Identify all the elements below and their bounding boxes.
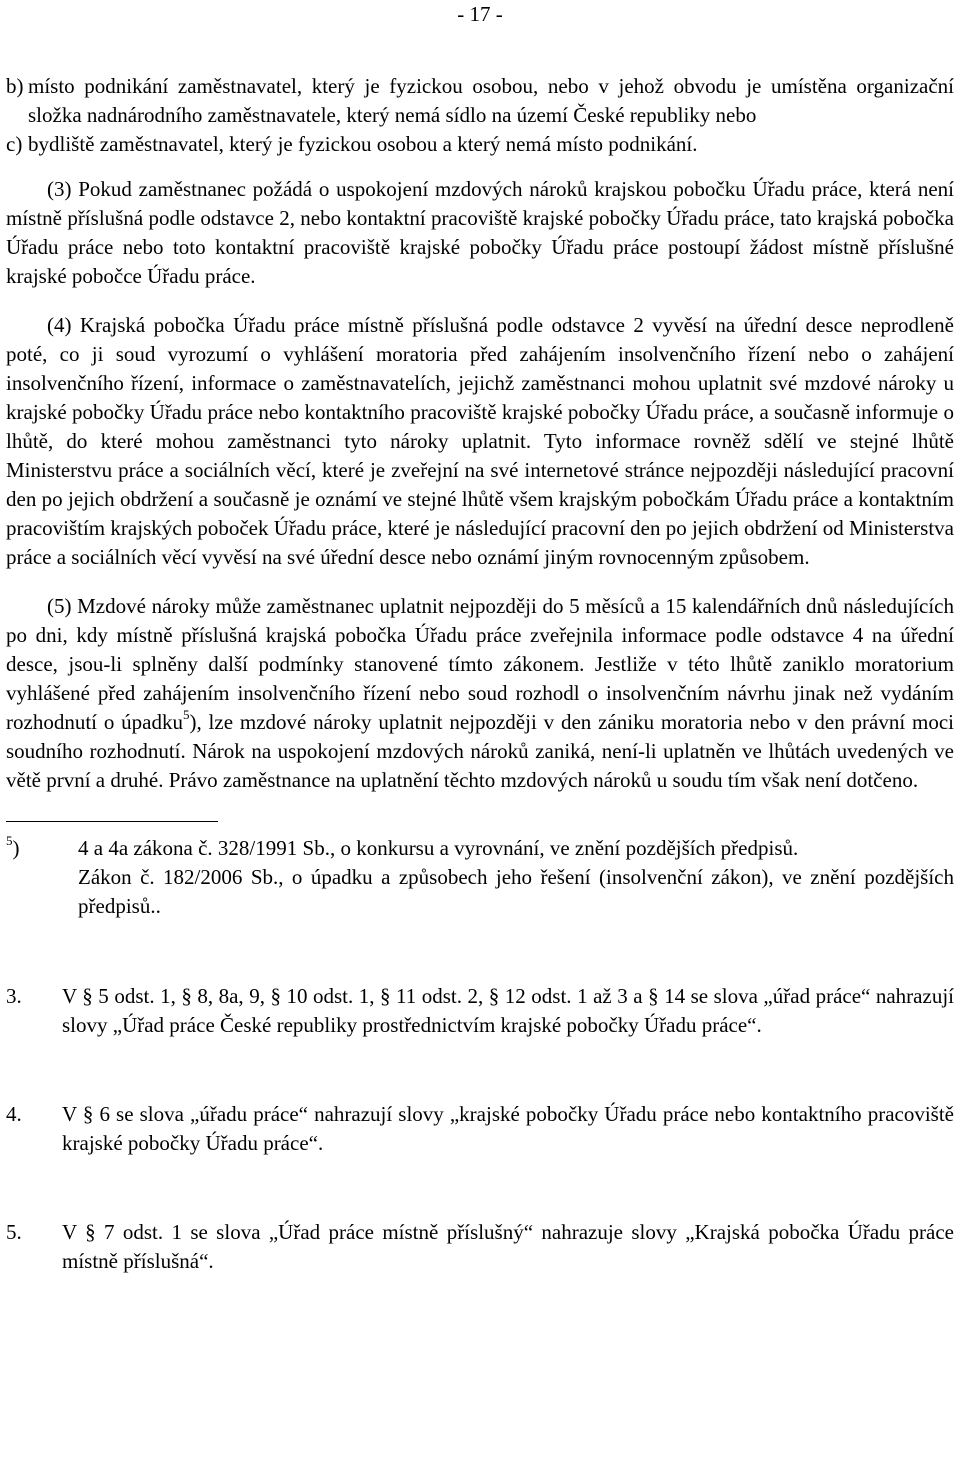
footnote-line: Zákon č. 182/2006 Sb., o úpadku a způsobech jeho řešení (insolvenční zákon), ve znění pozdějších předpisů.. — [78, 865, 954, 918]
item-mark: c) — [6, 132, 23, 156]
amendment-point — [6, 1218, 954, 1276]
item-text: bydliště zaměstnavatel, který je fyzickou osobou a který nemá místo podnikání. — [28, 132, 698, 156]
footnote-mark: $^5$) — [6, 833, 20, 860]
item-text: místo podnikání zaměstnavatel, který je fyzickou osobou, nebo v jehož obvodu je umístěna organizační složka nadnárodního zaměstnavatele, který nemá sídlo na území České republiky nebo — [28, 74, 954, 127]
point-text: V § 7 odst. 1 se slova „Úřad práce místně příslušný“ nahrazuje slovy „Krajská pobočka Úřadu práce místně příslušná“. — [62, 1220, 954, 1273]
point-number: 4. — [6, 1102, 22, 1126]
page-number: - 17 - — [457, 2, 503, 26]
footnote-separator — [6, 821, 218, 822]
point-text: V § 6 se slova „úřadu práce“ nahrazují slovy „krajské pobočky Úřadu práce nebo kontaktního pracoviště krajské pobočky Úřadu práce“. — [62, 1102, 954, 1155]
footnote-line: 4 a 4a zákona č. 328/1991 Sb., o konkursu a vyrovnání, ve znění pozdějších předpisů. — [78, 836, 799, 860]
footnote — [6, 834, 954, 921]
list-item — [6, 72, 954, 130]
document-body — [6, 72, 954, 1276]
paragraph-5-text-b: ), lze mzdové nároky uplatnit nejpozději v den zániku moratoria nebo v den právní moci soudního rozhodnutí. Nárok na uspokojení mzdových nároků zaniká, není-li uplatněn ve lhůtách uvedených ve větě první a druhé. Právo zaměstnance na uplatnění těchto mzdových nároků u soudu tím však není dotčeno. — [6, 710, 955, 792]
point-number: 5. — [6, 1220, 22, 1244]
paragraph-4: (4) Krajská pobočka Úřadu práce místně příslušná podle odstavce 2 vyvěsí na úřední desce neprodleně poté, co ji soud vyrozumí o vyhlášení moratoria před zahájením insolvenčního řízení nebo o zahájení insolvenčního řízení, informace o zaměstnavatelích, jejichž zaměstnanci mohou uplatnit své mzdové nároky u krajské pobočky Úřadu práce nebo kontaktního pracoviště krajské pobočky Úřadu práce, a současně informuje o lhůtě, do které mohou zaměstnanci tyto nároky uplatnit. Tyto informace rovněž sdělí ve stejné lhůtě Ministerstvu práce a sociálních věcí, které je zveřejní na své internetové stránce nejpozději následující pracovní den po jejich obdržení a současně je oznámí ve stejné lhůtě všem krajským pobočkám Úřadu práce a kontaktním pracovištím krajských poboček Úřadu práce, které je následující pracovní den po jejich obdržení od Ministerstva práce a sociálních věcí vyvěsí na své úřední desce nebo oznámí jiným rovnocenným způsobem. — [6, 313, 954, 569]
paragraph-5-text-a: (5) Mzdové nároky může zaměstnanec uplatnit nejpozději do 5 měsíců a 15 kalendářních dnů následujících po dni, kdy místně příslušná krajská pobočka Úřadu práce zveřejnila informace podle odstavce 4 na úřední desce, jsou-li splněny další podmínky stanovené tímto zákonem. Jestliže v této lhůtě zaniklo moratorium vyhlášené před zahájením insolvenčního řízení nebo soud rozhodl o insolvenčním návrhu jinak než vydáním rozhodnutí o úpadku — [6, 594, 954, 734]
footnote-reference: 5 — [182, 707, 190, 722]
paragraph-5 — [6, 592, 954, 795]
amendment-point — [6, 1100, 954, 1158]
lettered-list — [6, 72, 954, 159]
amendment-point — [6, 982, 954, 1040]
point-number: 3. — [6, 984, 22, 1008]
paragraph-3: (3) Pokud zaměstnanec požádá o uspokojení mzdových nároků krajskou pobočku Úřadu práce, která není místně příslušná podle odstavce 2, nebo kontaktní pracoviště krajské pobočky Úřadu práce, tato krajská pobočka Úřadu práce nebo toto kontaktní pracoviště krajské pobočky Úřadu práce postoupí žádost místně příslušné krajské pobočce Úřadu práce. — [6, 177, 954, 288]
item-mark: b) — [6, 74, 24, 98]
point-text: V § 5 odst. 1, § 8, 8a, 9, § 10 odst. 1, § 11 odst. 2, § 12 odst. 1 až 3 a § 14 se slova „úřad práce“ nahrazují slovy „Úřad práce České republiky prostřednictvím krajské pobočky Úřadu práce“. — [62, 984, 954, 1037]
list-item — [6, 130, 954, 159]
footnote-body — [78, 834, 954, 921]
